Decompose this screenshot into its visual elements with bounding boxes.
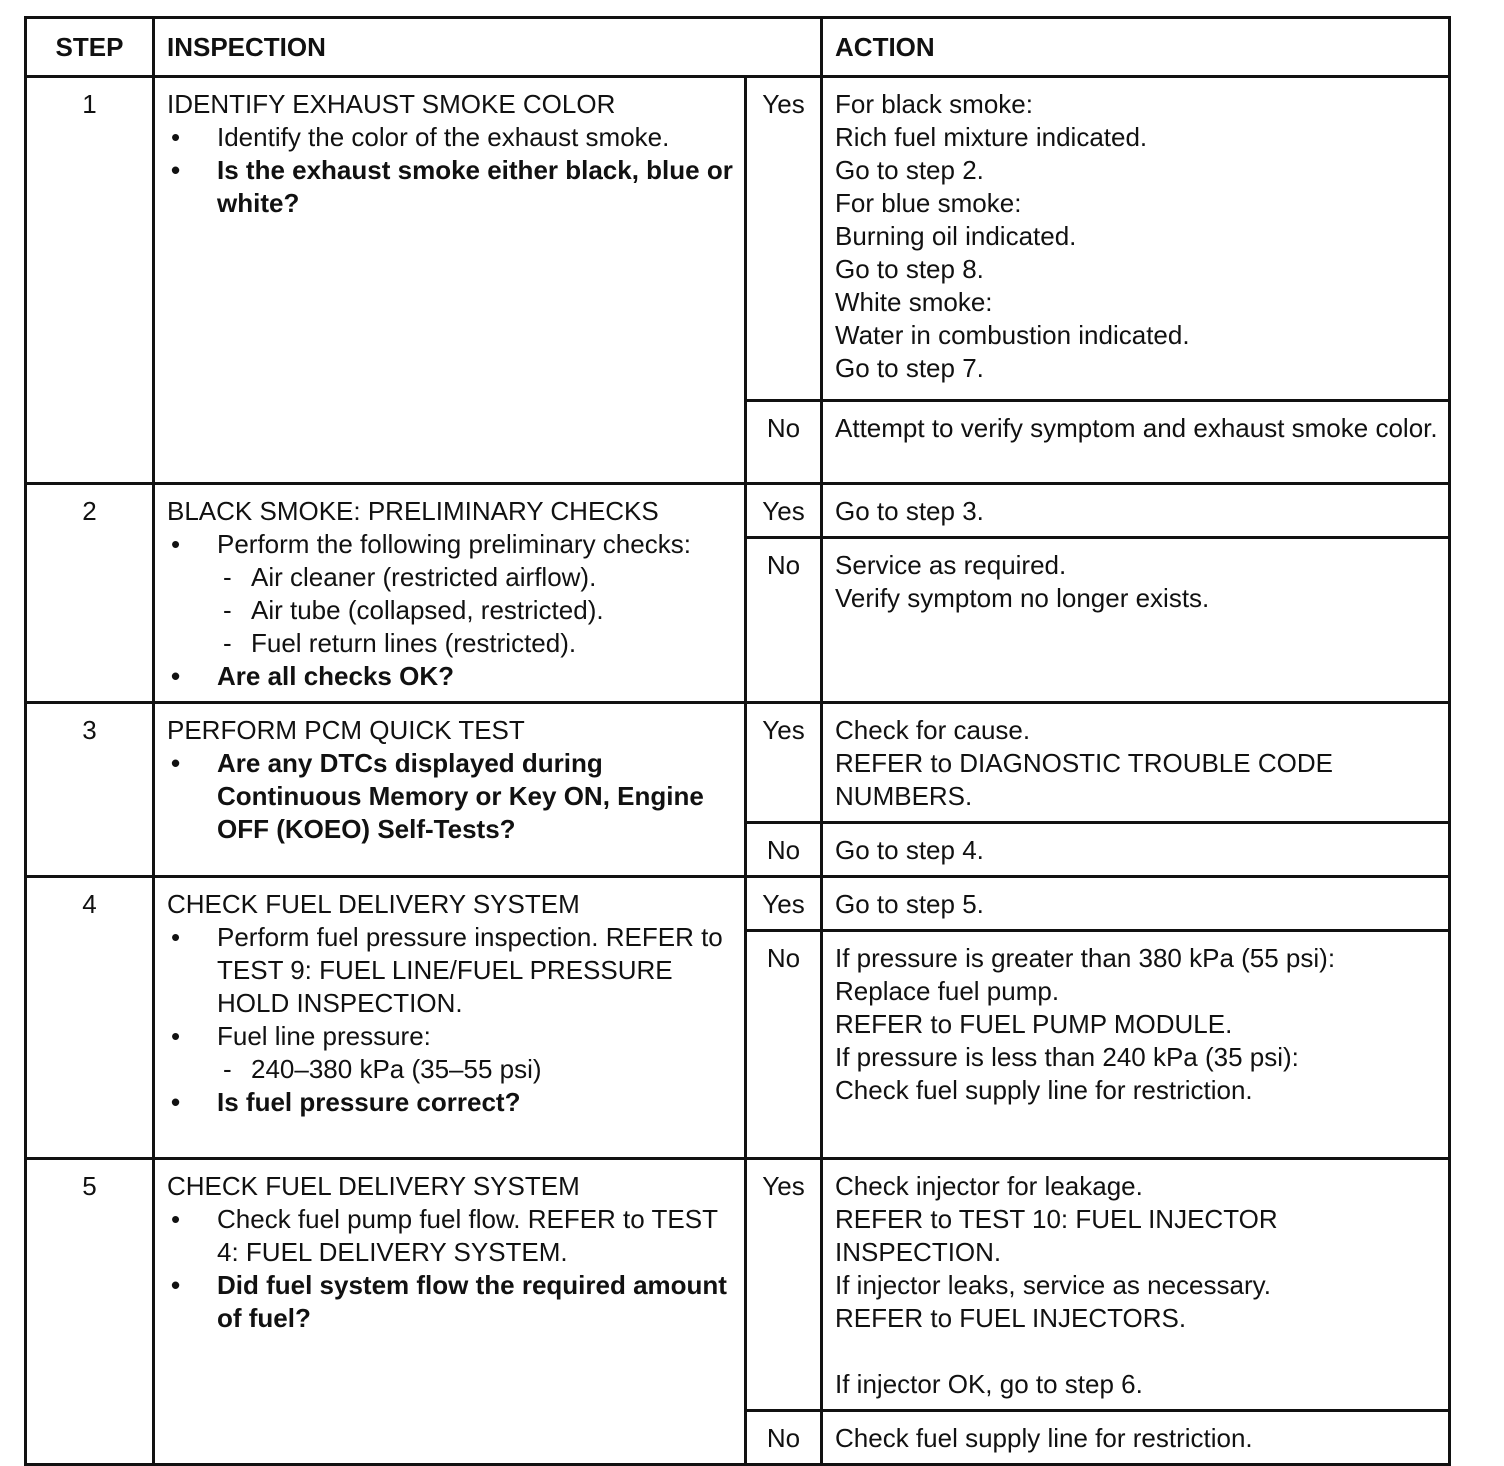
action-line: Go to step 5. bbox=[835, 889, 984, 919]
action-line: Check for cause. bbox=[835, 715, 1031, 745]
yes-label: Yes bbox=[746, 703, 822, 823]
yes-action-cell bbox=[822, 77, 1450, 401]
inspection-column-header: INSPECTION bbox=[154, 18, 822, 77]
inspection-cell bbox=[154, 877, 746, 1159]
inspection-title: IDENTIFY EXHAUST SMOKE COLOR bbox=[167, 89, 616, 119]
step-column-header: STEP bbox=[26, 18, 154, 77]
inspection-bullet: • Perform fuel pressure inspection. REFER to TEST 9: FUEL LINE/FUEL PRESSURE HOLD INSPECTION. bbox=[167, 921, 736, 1020]
step-number: 2 bbox=[26, 484, 154, 703]
no-action-cell bbox=[822, 401, 1450, 484]
action-line: If injector leaks, service as necessary. bbox=[835, 1270, 1271, 1300]
no-label: No bbox=[746, 823, 822, 877]
yes-label: Yes bbox=[746, 77, 822, 401]
no-label: No bbox=[746, 401, 822, 484]
no-label: No bbox=[746, 538, 822, 703]
inspection-cell bbox=[154, 1159, 746, 1465]
inspection-bullet: • Check fuel pump fuel flow. REFER to TEST 4: FUEL DELIVERY SYSTEM. bbox=[167, 1203, 736, 1269]
action-line: Check fuel supply line for restriction. bbox=[835, 1075, 1253, 1105]
step-5-yes-row bbox=[26, 1159, 1450, 1411]
action-line: If injector OK, go to step 6. bbox=[835, 1369, 1143, 1399]
yes-label: Yes bbox=[746, 1159, 822, 1411]
inspection-question: • Is the exhaust smoke either black, blue or white? bbox=[167, 154, 736, 220]
action-line: Go to step 8. bbox=[835, 254, 984, 284]
header-row bbox=[26, 18, 1450, 77]
action-line: REFER to TEST 10: FUEL INJECTOR INSPECTION. bbox=[835, 1204, 1278, 1267]
action-line: If pressure is greater than 380 kPa (55 psi): bbox=[835, 943, 1336, 973]
inspection-question: • Are any DTCs displayed during Continuous Memory or Key ON, Engine OFF (KOEO) Self-Tests? bbox=[167, 747, 736, 846]
no-action-cell bbox=[822, 823, 1450, 877]
yes-label: Yes bbox=[746, 877, 822, 931]
inspection-question: • Is fuel pressure correct? bbox=[167, 1086, 736, 1119]
inspection-bullet: • Fuel line pressure: bbox=[167, 1020, 736, 1053]
action-line: For blue smoke: bbox=[835, 188, 1022, 218]
step-4-yes-row bbox=[26, 877, 1450, 931]
no-action-cell bbox=[822, 538, 1450, 703]
action-line: REFER to FUEL PUMP MODULE. bbox=[835, 1009, 1233, 1039]
action-line: Rich fuel mixture indicated. bbox=[835, 122, 1148, 152]
inspection-question: • Did fuel system flow the required amount of fuel? bbox=[167, 1269, 736, 1335]
inspection-subitem: - Air cleaner (restricted airflow). bbox=[167, 561, 736, 594]
inspection-title: CHECK FUEL DELIVERY SYSTEM bbox=[167, 1171, 580, 1201]
yes-action-cell bbox=[822, 1159, 1450, 1411]
action-line: Service as required. bbox=[835, 550, 1067, 581]
inspection-title: CHECK FUEL DELIVERY SYSTEM bbox=[167, 889, 580, 919]
action-line: Verify symptom no longer exists. bbox=[835, 583, 1210, 614]
yes-label: Yes bbox=[746, 484, 822, 538]
action-line: Check injector for leakage. bbox=[835, 1171, 1143, 1201]
action-line: Go to step 3. bbox=[835, 496, 984, 526]
action-line: Attempt to verify symptom and exhaust smoke color. bbox=[835, 413, 1438, 443]
action-line: REFER to FUEL INJECTORS. bbox=[835, 1303, 1187, 1333]
action-line: Water in combustion indicated. bbox=[835, 320, 1190, 350]
step-3-yes-row bbox=[26, 703, 1450, 823]
step-number: 5 bbox=[26, 1159, 154, 1465]
action-line: If pressure is less than 240 kPa (35 psi): bbox=[835, 1042, 1299, 1072]
action-line: REFER to DIAGNOSTIC TROUBLE CODE NUMBERS. bbox=[835, 748, 1333, 811]
inspection-subitem: - Air tube (collapsed, restricted). bbox=[167, 594, 736, 627]
diagnostic-table bbox=[24, 16, 1451, 1466]
inspection-cell bbox=[154, 77, 746, 484]
action-line: Check fuel supply line for restriction. bbox=[835, 1423, 1253, 1453]
step-2-yes-row bbox=[26, 484, 1450, 538]
yes-action-cell bbox=[822, 703, 1450, 823]
inspection-bullet: • Perform the following preliminary checks: bbox=[167, 528, 736, 561]
inspection-subitem: - Fuel return lines (restricted). bbox=[167, 627, 736, 660]
inspection-subitem: - 240–380 kPa (35–55 psi) bbox=[167, 1053, 736, 1086]
action-line: Go to step 2. bbox=[835, 155, 984, 185]
action-line: Go to step 4. bbox=[835, 835, 984, 865]
no-action-cell bbox=[822, 931, 1450, 1159]
inspection-title: PERFORM PCM QUICK TEST bbox=[167, 715, 525, 745]
no-action-cell bbox=[822, 1411, 1450, 1465]
inspection-cell bbox=[154, 703, 746, 877]
inspection-question: • Are all checks OK? bbox=[167, 660, 736, 693]
action-line bbox=[835, 1335, 1440, 1368]
yes-action-cell bbox=[822, 877, 1450, 931]
action-line: For black smoke: bbox=[835, 89, 1033, 119]
no-label: No bbox=[746, 1411, 822, 1465]
action-line: Go to step 7. bbox=[835, 353, 984, 383]
action-line: Replace fuel pump. bbox=[835, 976, 1060, 1006]
step-number: 3 bbox=[26, 703, 154, 877]
action-column-header: ACTION bbox=[822, 18, 1450, 77]
yes-action-cell bbox=[822, 484, 1450, 538]
step-1-yes-row bbox=[26, 77, 1450, 401]
step-number: 1 bbox=[26, 77, 154, 484]
action-line: White smoke: bbox=[835, 287, 993, 317]
action-line: Burning oil indicated. bbox=[835, 221, 1077, 251]
inspection-bullet: • Identify the color of the exhaust smoke. bbox=[167, 121, 736, 154]
inspection-title: BLACK SMOKE: PRELIMINARY CHECKS bbox=[167, 496, 659, 526]
inspection-cell bbox=[154, 484, 746, 703]
step-number: 4 bbox=[26, 877, 154, 1159]
no-label: No bbox=[746, 931, 822, 1159]
